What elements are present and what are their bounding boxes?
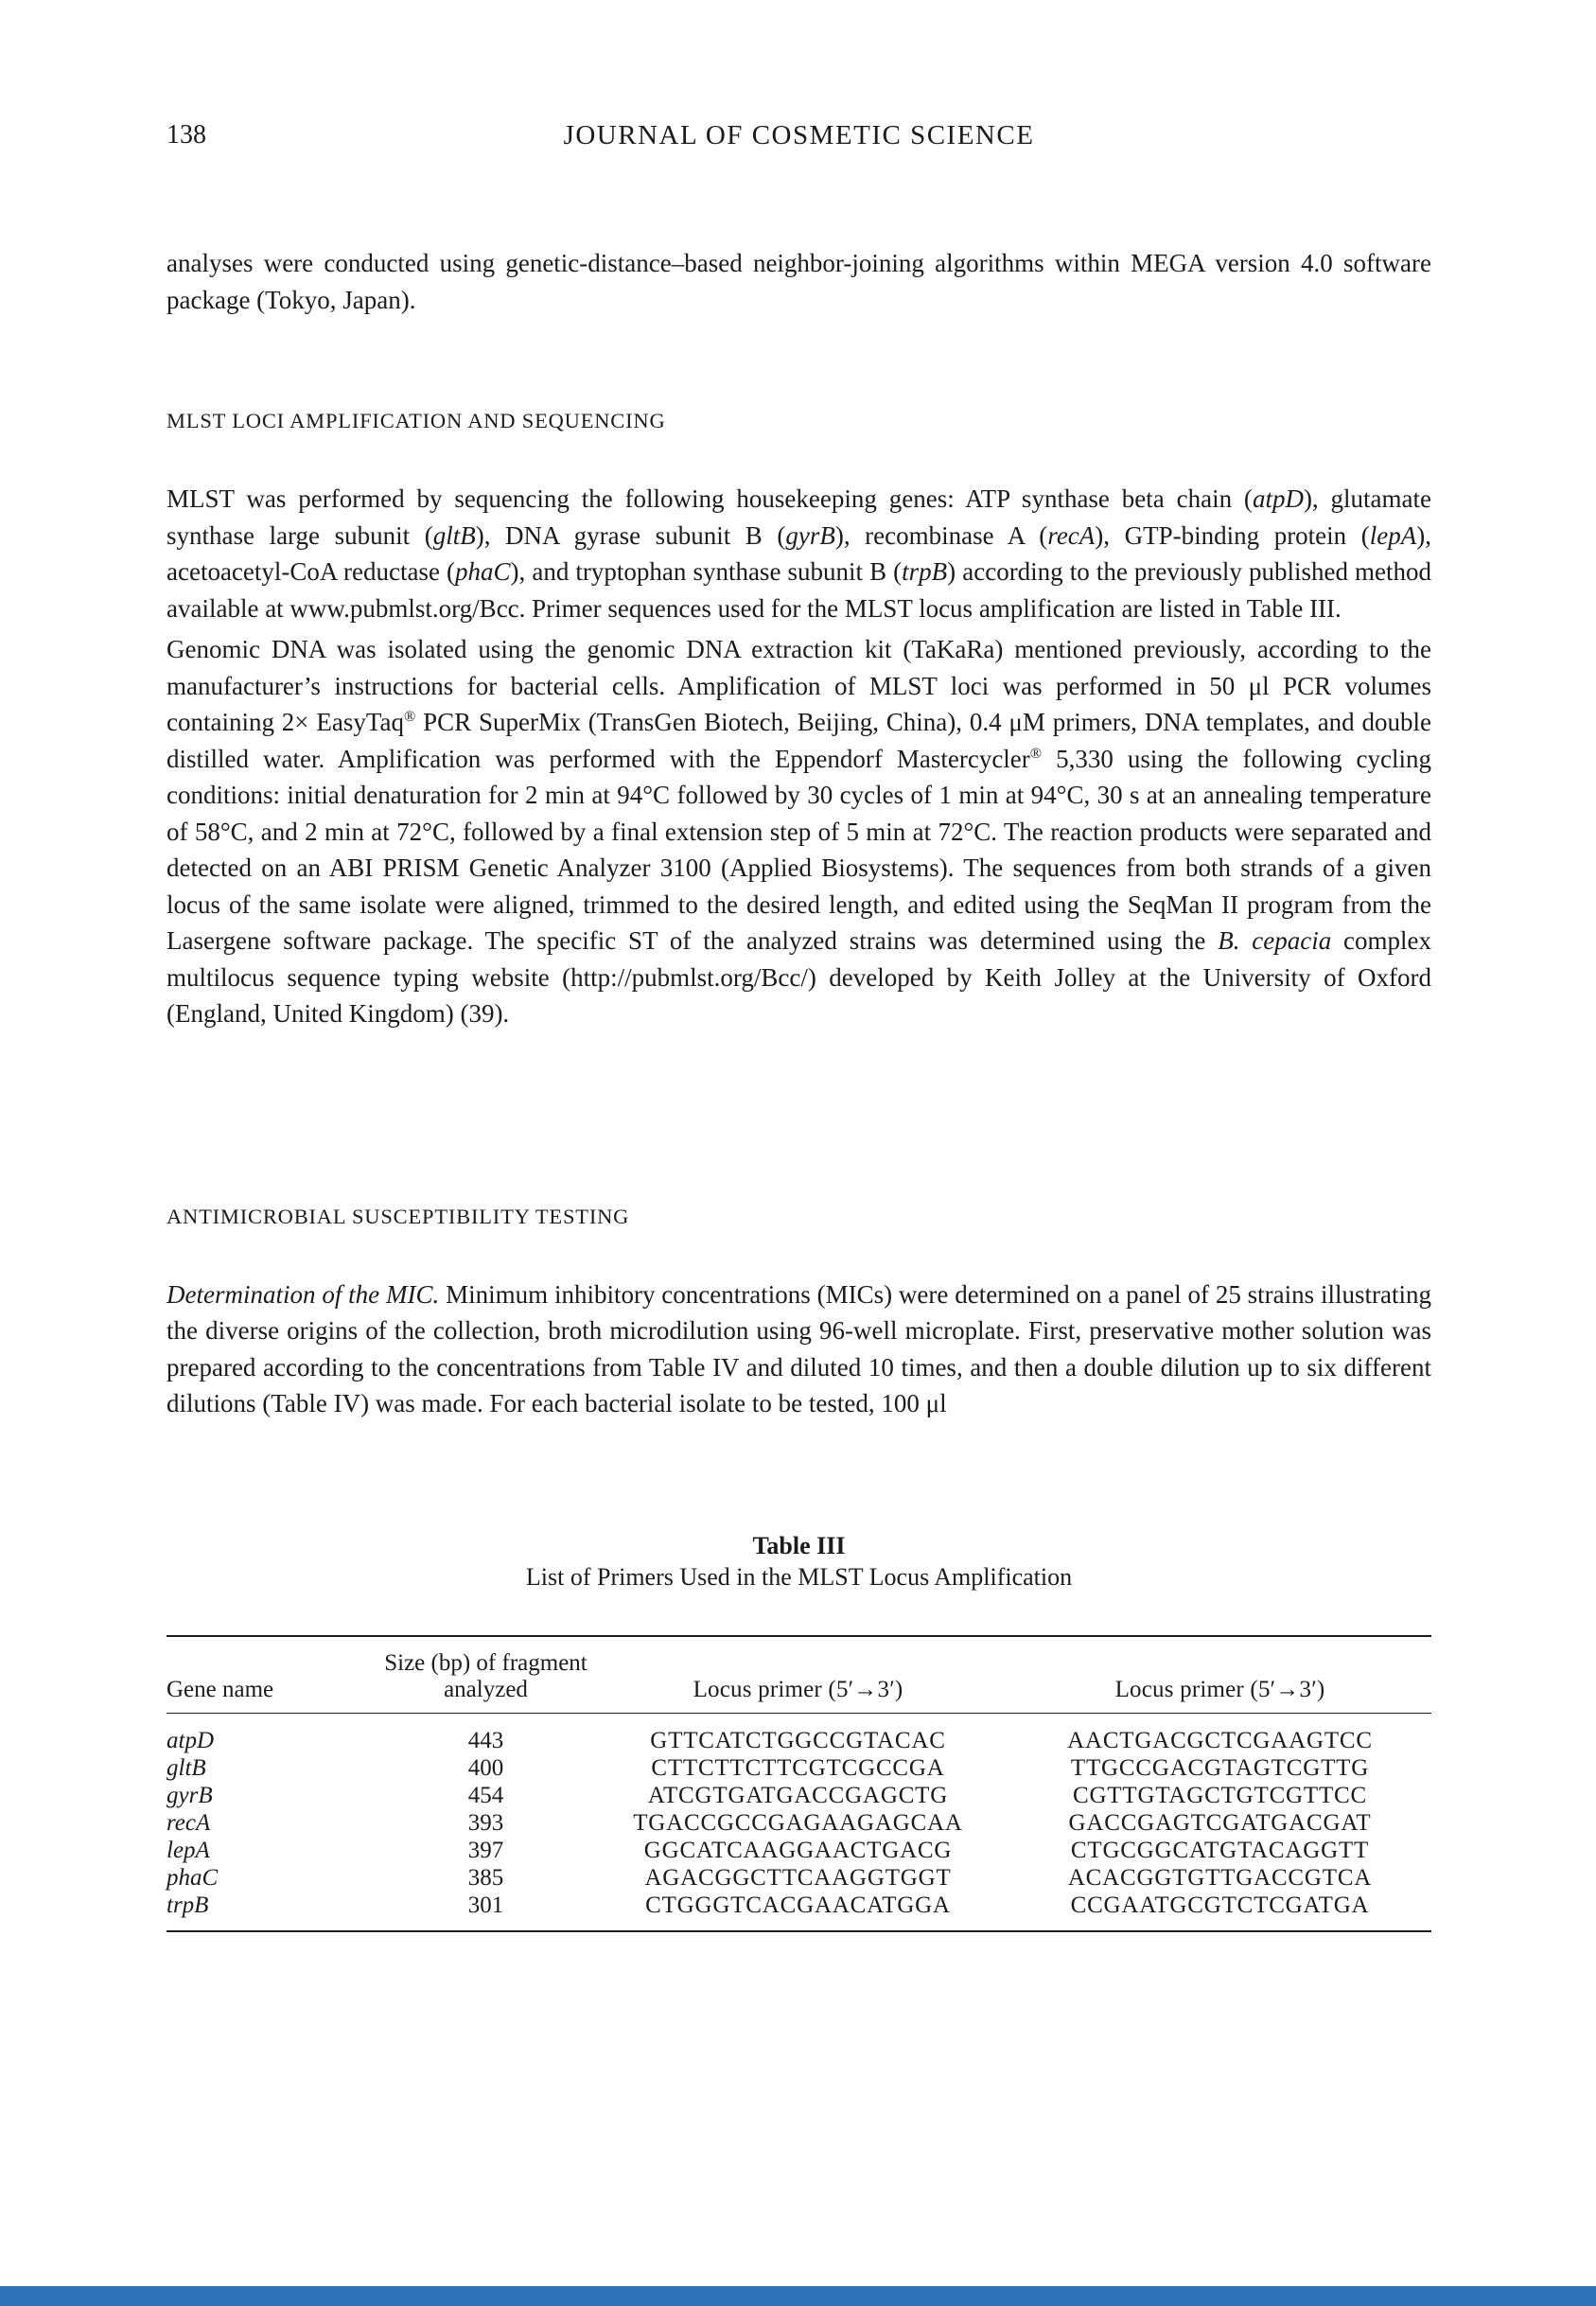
column-header-fragment-size-line2: analyzed xyxy=(444,1676,528,1702)
fragment-size-cell: 400 xyxy=(467,1754,504,1781)
column-header-fragment-size xyxy=(384,1636,588,1714)
locus-primer-1-cell: GTTCATCTGGCCGTACAC xyxy=(650,1727,946,1753)
fragment-size-cell: 454 xyxy=(467,1782,504,1808)
body-paragraph-1: analyses were conducted using genetic-distance–based neighbor-joining algorithms within MEGA version 4.0 software package (Tokyo, Japan). xyxy=(167,249,1431,314)
section-heading-mlst-amplification: MLST LOCI AMPLIFICATION AND SEQUENCING xyxy=(167,409,666,432)
table-title: Table III xyxy=(752,1531,846,1559)
primer-table xyxy=(167,1635,1431,1932)
locus-primer-1-cell: AGACGGCTTCAAGGTGGT xyxy=(644,1864,952,1891)
page-number: 138 xyxy=(167,120,206,150)
table-row xyxy=(167,1864,1431,1892)
locus-primer-1-cell: CTTCTTCTTCGTCGCCGA xyxy=(651,1754,945,1781)
table-subtitle: List of Primers Used in the MLST Locus Amplification xyxy=(525,1562,1073,1591)
locus-primer-2-cell: CCGAATGCGTCTCGATGA xyxy=(1070,1892,1370,1918)
table-row xyxy=(167,1713,1431,1754)
fragment-size-cell: 397 xyxy=(467,1837,504,1863)
table-row xyxy=(167,1837,1431,1864)
gene-name-cell: gltB xyxy=(167,1754,206,1781)
table-row xyxy=(167,1892,1431,1931)
column-header-gene-name: Gene name xyxy=(167,1636,384,1714)
fragment-size-cell: 301 xyxy=(467,1892,504,1918)
table-row xyxy=(167,1754,1431,1782)
bottom-accent-bar xyxy=(0,2286,1596,2306)
locus-primer-2-cell: GACCGAGTCGATGACGAT xyxy=(1068,1809,1372,1836)
locus-primer-1-cell: CTGGGTCACGAACATGGA xyxy=(645,1892,951,1918)
section-heading-antimicrobial-testing: ANTIMICROBIAL SUSCEPTIBILITY TESTING xyxy=(167,1204,630,1228)
locus-primer-2-cell: CGTTGTAGCTGTCGTTCC xyxy=(1073,1782,1367,1808)
fragment-size-cell: 443 xyxy=(467,1727,504,1753)
column-header-fragment-size-line1: Size (bp) of fragment xyxy=(384,1649,588,1676)
locus-primer-1-cell: GGCATCAAGGAACTGACG xyxy=(643,1837,953,1863)
locus-primer-2-cell: AACTGACGCTCGAAGTCC xyxy=(1067,1727,1373,1753)
gene-name-cell: atpD xyxy=(167,1727,214,1753)
table-row xyxy=(167,1809,1431,1837)
locus-primer-1-cell: TGACCGCCGAGAAGAGCAA xyxy=(633,1809,963,1836)
body-paragraph-4: Determination of the MIC. Minimum inhibitory concentrations (MICs) were determined on a panel of 25 strains illustrating the diverse origins of the collection, broth microdilution using 96-well microplate. First, preservative mother solution was prepared according to the concentrations from Table IV and diluted 10 times, and then a double dilution up to six different dilutions (Table IV) was made. For each bacterial isolate to be tested, 100 μl xyxy=(167,1279,1431,1417)
locus-primer-2-cell: TTGCCGACGTAGTCGTTG xyxy=(1070,1754,1370,1781)
running-head xyxy=(167,0,1431,158)
fragment-size-cell: 385 xyxy=(467,1864,504,1891)
locus-primer-2-cell: CTGCGGCATGTACAGGTT xyxy=(1070,1837,1370,1863)
locus-primer-2-cell: ACACGGTGTTGACCGTCA xyxy=(1067,1864,1373,1891)
gene-name-cell: trpB xyxy=(167,1892,209,1918)
gene-name-cell: recA xyxy=(167,1809,211,1836)
journal-title: JOURNAL OF COSMETIC SCIENCE xyxy=(563,120,1035,150)
column-header-locus-primer-1: Locus primer (5′→3′) xyxy=(588,1636,1008,1714)
table-row xyxy=(167,1782,1431,1809)
table-header-row xyxy=(167,1636,1431,1714)
column-header-locus-primer-2: Locus primer (5′→3′) xyxy=(1008,1636,1431,1714)
locus-primer-1-cell: ATCGTGATGACCGAGCTG xyxy=(647,1782,949,1808)
gene-name-cell: gyrB xyxy=(167,1782,213,1808)
fragment-size-cell: 393 xyxy=(467,1809,504,1836)
gene-name-cell: lepA xyxy=(167,1837,210,1863)
body-paragraph-2: MLST was performed by sequencing the following housekeeping genes: ATP synthase beta chain (atpD), glutamate synthase large subunit (gltB), DNA gyrase subunit B (gyrB), recombinase A (recA), GTP-binding protein (lepA), acetoacetyl-CoA reductase (phaC), and tryptophan synthase subunit B (trpB) according to the previously published method available at www.pubmlst.org/Bcc. Primer sequences used for the MLST locus amplification are listed in Table III. xyxy=(167,484,1432,623)
gene-name-cell: phaC xyxy=(167,1864,219,1891)
body-paragraph-3: Genomic DNA was isolated using the genomic DNA extraction kit (TaKaRa) mentioned previously, according to the manufacturer’s instructions for bacterial cells. Amplification of MLST loci was performed in 50 μl PCR volumes containing 2× EasyTaq® PCR SuperMix (TransGen Biotech, Beijing, China), 0.4 μM primers, DNA templates, and double distilled water. Amplification was performed with the Eppendorf Mastercycler® 5,330 using the following cycling conditions: initial denaturation for 2 min at 94°C followed by 30 cycles of 1 min at 94°C, 30 s at an annealing temperature of 58°C, and 2 min at 72°C, followed by a final extension step of 5 min at 72°C. The reaction products were separated and detected on an ABI PRISM Genetic Analyzer 3100 (Applied Biosystems). The sequences from both strands of a given locus of the same isolate were aligned, trimmed to the desired length, and edited using the SeqMan II program from the Lasergene software package. The specific ST of the analyzed strains was determined using the B. cepacia complex multilocus sequence typing website (http://pubmlst.org/Bcc/) developed by Keith Jolley at the University of Oxford (England, United Kingdom) (39). xyxy=(167,635,1431,1028)
page-content xyxy=(167,0,1431,1932)
